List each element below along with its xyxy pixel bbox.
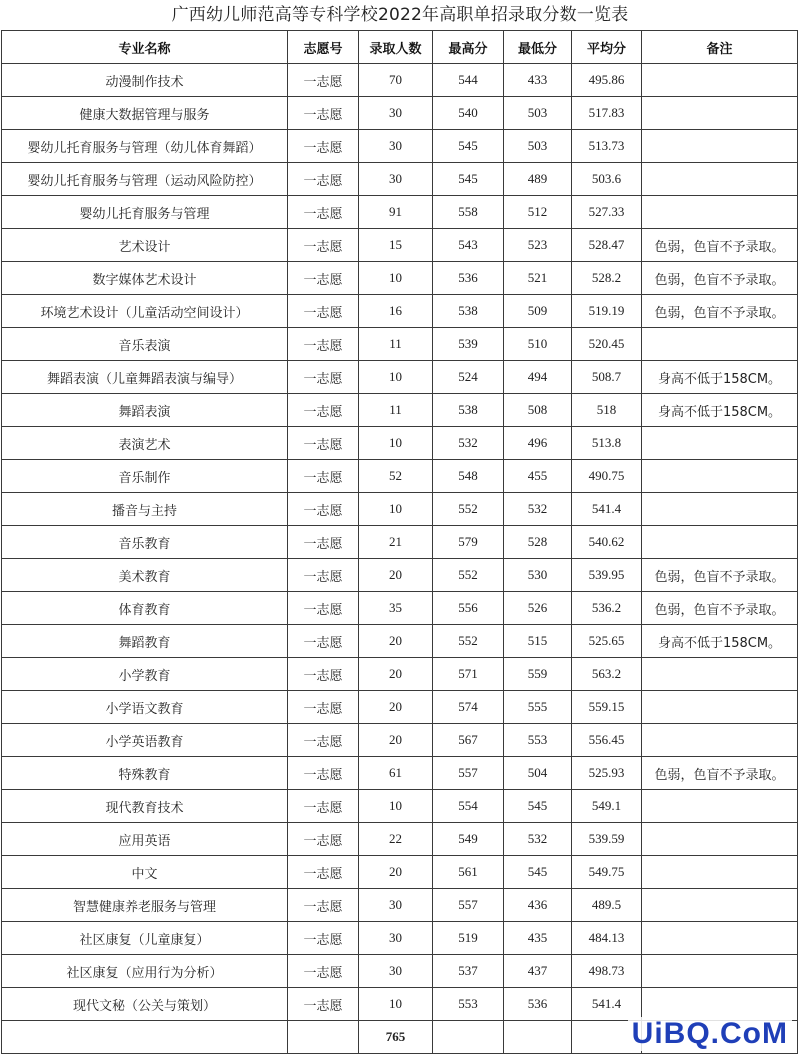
- min-score-cell: 528: [504, 526, 572, 559]
- remark-cell: [642, 493, 798, 526]
- choice-cell: 一志愿: [288, 64, 359, 97]
- choice-cell: 一志愿: [288, 922, 359, 955]
- avg-score-cell: 541.4: [572, 988, 642, 1021]
- major-name-cell: 环境艺术设计（儿童活动空间设计）: [2, 295, 288, 328]
- admit-count-cell: 10: [359, 361, 433, 394]
- max-score-cell: 556: [433, 592, 504, 625]
- choice-cell: 一志愿: [288, 394, 359, 427]
- remark-cell: [642, 328, 798, 361]
- admit-count-cell: 11: [359, 328, 433, 361]
- avg-score-cell: 517.83: [572, 97, 642, 130]
- choice-cell: 一志愿: [288, 691, 359, 724]
- avg-score-cell: 549.75: [572, 856, 642, 889]
- total-max-cell: [433, 1021, 504, 1054]
- table-row: [2, 526, 798, 559]
- score-table: [1, 30, 798, 1054]
- choice-cell: 一志愿: [288, 427, 359, 460]
- major-name-cell: 应用英语: [2, 823, 288, 856]
- admit-count-cell: 20: [359, 856, 433, 889]
- min-score-cell: 523: [504, 229, 572, 262]
- min-score-cell: 433: [504, 64, 572, 97]
- max-score-cell: 561: [433, 856, 504, 889]
- avg-score-cell: 513.73: [572, 130, 642, 163]
- remark-cell: [642, 724, 798, 757]
- choice-cell: 一志愿: [288, 493, 359, 526]
- admit-count-cell: 10: [359, 493, 433, 526]
- admit-count-cell: 20: [359, 724, 433, 757]
- max-score-cell: 537: [433, 955, 504, 988]
- max-score-cell: 545: [433, 163, 504, 196]
- table-row: [2, 988, 798, 1021]
- table-row: [2, 658, 798, 691]
- remark-cell: [642, 163, 798, 196]
- min-score-cell: 509: [504, 295, 572, 328]
- admit-count-cell: 10: [359, 988, 433, 1021]
- major-name-cell: 美术教育: [2, 559, 288, 592]
- choice-cell: 一志愿: [288, 988, 359, 1021]
- max-score-cell: 549: [433, 823, 504, 856]
- admit-count-cell: 30: [359, 922, 433, 955]
- max-score-cell: 558: [433, 196, 504, 229]
- admit-count-cell: 10: [359, 262, 433, 295]
- table-body: [2, 64, 798, 1054]
- major-name-cell: 音乐表演: [2, 328, 288, 361]
- table-row: [2, 889, 798, 922]
- table-row: [2, 493, 798, 526]
- min-score-cell: 515: [504, 625, 572, 658]
- admit-count-cell: 30: [359, 130, 433, 163]
- avg-score-cell: 540.62: [572, 526, 642, 559]
- max-score-cell: 543: [433, 229, 504, 262]
- major-name-cell: 现代文秘（公关与策划）: [2, 988, 288, 1021]
- max-score-cell: 538: [433, 394, 504, 427]
- major-name-cell: 舞蹈表演: [2, 394, 288, 427]
- min-score-cell: 536: [504, 988, 572, 1021]
- choice-cell: 一志愿: [288, 790, 359, 823]
- table-row: [2, 757, 798, 790]
- remark-cell: [642, 856, 798, 889]
- min-score-cell: 503: [504, 97, 572, 130]
- min-score-cell: 489: [504, 163, 572, 196]
- max-score-cell: 532: [433, 427, 504, 460]
- major-name-cell: 智慧健康养老服务与管理: [2, 889, 288, 922]
- remark-cell: 色弱，色盲不予录取。: [642, 295, 798, 328]
- avg-score-cell: 498.73: [572, 955, 642, 988]
- remark-cell: [642, 889, 798, 922]
- table-row: [2, 295, 798, 328]
- admit-count-cell: 91: [359, 196, 433, 229]
- admit-count-cell: 30: [359, 97, 433, 130]
- avg-score-cell: 520.45: [572, 328, 642, 361]
- remark-cell: [642, 526, 798, 559]
- major-name-cell: 小学教育: [2, 658, 288, 691]
- avg-score-cell: 559.15: [572, 691, 642, 724]
- choice-cell: 一志愿: [288, 328, 359, 361]
- choice-cell: 一志愿: [288, 625, 359, 658]
- min-score-cell: 510: [504, 328, 572, 361]
- admit-count-cell: 20: [359, 658, 433, 691]
- table-row: [2, 262, 798, 295]
- choice-cell: 一志愿: [288, 757, 359, 790]
- choice-cell: 一志愿: [288, 856, 359, 889]
- choice-cell: 一志愿: [288, 262, 359, 295]
- choice-cell: 一志愿: [288, 196, 359, 229]
- avg-score-cell: 563.2: [572, 658, 642, 691]
- major-name-cell: 婴幼儿托育服务与管理: [2, 196, 288, 229]
- min-score-cell: 436: [504, 889, 572, 922]
- table-row: [2, 97, 798, 130]
- major-name-cell: 中文: [2, 856, 288, 889]
- header-min: 最低分: [504, 31, 572, 64]
- avg-score-cell: 503.6: [572, 163, 642, 196]
- remark-cell: [642, 64, 798, 97]
- min-score-cell: 555: [504, 691, 572, 724]
- avg-score-cell: 528.2: [572, 262, 642, 295]
- header-avg: 平均分: [572, 31, 642, 64]
- avg-score-cell: 549.1: [572, 790, 642, 823]
- min-score-cell: 530: [504, 559, 572, 592]
- min-score-cell: 494: [504, 361, 572, 394]
- avg-score-cell: 519.19: [572, 295, 642, 328]
- min-score-cell: 532: [504, 493, 572, 526]
- avg-score-cell: 525.65: [572, 625, 642, 658]
- choice-cell: 一志愿: [288, 724, 359, 757]
- table-header: [2, 31, 798, 64]
- max-score-cell: 552: [433, 559, 504, 592]
- admit-count-cell: 16: [359, 295, 433, 328]
- min-score-cell: 553: [504, 724, 572, 757]
- table-row: [2, 64, 798, 97]
- max-score-cell: 519: [433, 922, 504, 955]
- major-name-cell: 婴幼儿托育服务与管理（运动风险防控）: [2, 163, 288, 196]
- avg-score-cell: 518: [572, 394, 642, 427]
- table-row: [2, 790, 798, 823]
- min-score-cell: 559: [504, 658, 572, 691]
- remark-cell: [642, 196, 798, 229]
- choice-cell: 一志愿: [288, 559, 359, 592]
- major-name-cell: 播音与主持: [2, 493, 288, 526]
- max-score-cell: 540: [433, 97, 504, 130]
- remark-cell: [642, 988, 798, 1021]
- remark-cell: 身高不低于158CM。: [642, 361, 798, 394]
- table-row: [2, 955, 798, 988]
- choice-cell: 一志愿: [288, 889, 359, 922]
- header-note: 备注: [642, 31, 798, 64]
- remark-cell: [642, 130, 798, 163]
- major-name-cell: 音乐制作: [2, 460, 288, 493]
- avg-score-cell: 556.45: [572, 724, 642, 757]
- admit-count-cell: 30: [359, 163, 433, 196]
- major-name-cell: 婴幼儿托育服务与管理（幼儿体育舞蹈）: [2, 130, 288, 163]
- admit-count-cell: 15: [359, 229, 433, 262]
- table-row: [2, 592, 798, 625]
- admit-count-cell: 30: [359, 955, 433, 988]
- choice-cell: 一志愿: [288, 526, 359, 559]
- total-min-cell: [504, 1021, 572, 1054]
- admit-count-cell: 21: [359, 526, 433, 559]
- major-name-cell: 数字媒体艺术设计: [2, 262, 288, 295]
- major-name-cell: 现代教育技术: [2, 790, 288, 823]
- major-name-cell: 特殊教育: [2, 757, 288, 790]
- header-row: [2, 31, 798, 64]
- avg-score-cell: 527.33: [572, 196, 642, 229]
- avg-score-cell: 539.59: [572, 823, 642, 856]
- min-score-cell: 504: [504, 757, 572, 790]
- avg-score-cell: 525.93: [572, 757, 642, 790]
- min-score-cell: 545: [504, 790, 572, 823]
- table-row: [2, 196, 798, 229]
- admit-count-cell: 35: [359, 592, 433, 625]
- choice-cell: 一志愿: [288, 295, 359, 328]
- admit-count-cell: 70: [359, 64, 433, 97]
- header-major: 专业名称: [2, 31, 288, 64]
- max-score-cell: 571: [433, 658, 504, 691]
- header-count: 录取人数: [359, 31, 433, 64]
- table-row: [2, 328, 798, 361]
- max-score-cell: 539: [433, 328, 504, 361]
- header-choice: 志愿号: [288, 31, 359, 64]
- choice-cell: 一志愿: [288, 658, 359, 691]
- max-score-cell: 548: [433, 460, 504, 493]
- min-score-cell: 437: [504, 955, 572, 988]
- avg-score-cell: 490.75: [572, 460, 642, 493]
- avg-score-cell: 541.4: [572, 493, 642, 526]
- min-score-cell: 521: [504, 262, 572, 295]
- remark-cell: 身高不低于158CM。: [642, 625, 798, 658]
- table-row: [2, 625, 798, 658]
- admit-count-cell: 52: [359, 460, 433, 493]
- major-name-cell: 社区康复（应用行为分析）: [2, 955, 288, 988]
- choice-cell: 一志愿: [288, 823, 359, 856]
- avg-score-cell: 528.47: [572, 229, 642, 262]
- remark-cell: [642, 922, 798, 955]
- admit-count-cell: 22: [359, 823, 433, 856]
- remark-cell: 身高不低于158CM。: [642, 394, 798, 427]
- table-row: [2, 823, 798, 856]
- min-score-cell: 503: [504, 130, 572, 163]
- table-row: [2, 724, 798, 757]
- table-row: [2, 460, 798, 493]
- max-score-cell: 567: [433, 724, 504, 757]
- admit-count-cell: 30: [359, 889, 433, 922]
- remark-cell: [642, 955, 798, 988]
- max-score-cell: 554: [433, 790, 504, 823]
- min-score-cell: 496: [504, 427, 572, 460]
- min-score-cell: 532: [504, 823, 572, 856]
- page-title: 广西幼儿师范高等专科学校2022年高职单招录取分数一览表: [171, 5, 629, 25]
- choice-cell: 一志愿: [288, 97, 359, 130]
- remark-cell: [642, 658, 798, 691]
- remark-cell: 色弱，色盲不予录取。: [642, 757, 798, 790]
- max-score-cell: 553: [433, 988, 504, 1021]
- max-score-cell: 552: [433, 493, 504, 526]
- major-name-cell: 舞蹈教育: [2, 625, 288, 658]
- major-name-cell: 小学英语教育: [2, 724, 288, 757]
- admit-count-cell: 20: [359, 625, 433, 658]
- header-max: 最高分: [433, 31, 504, 64]
- major-name-cell: 小学语文教育: [2, 691, 288, 724]
- choice-cell: 一志愿: [288, 163, 359, 196]
- max-score-cell: 552: [433, 625, 504, 658]
- remark-cell: [642, 97, 798, 130]
- avg-score-cell: 536.2: [572, 592, 642, 625]
- remark-cell: [642, 460, 798, 493]
- major-name-cell: 社区康复（儿童康复）: [2, 922, 288, 955]
- avg-score-cell: 508.7: [572, 361, 642, 394]
- admit-count-cell: 11: [359, 394, 433, 427]
- max-score-cell: 544: [433, 64, 504, 97]
- max-score-cell: 574: [433, 691, 504, 724]
- admit-count-cell: 20: [359, 691, 433, 724]
- min-score-cell: 455: [504, 460, 572, 493]
- avg-score-cell: 539.95: [572, 559, 642, 592]
- choice-cell: 一志愿: [288, 955, 359, 988]
- avg-score-cell: 495.86: [572, 64, 642, 97]
- table-row: [2, 922, 798, 955]
- min-score-cell: 508: [504, 394, 572, 427]
- major-name-cell: 体育教育: [2, 592, 288, 625]
- remark-cell: 色弱，色盲不予录取。: [642, 592, 798, 625]
- max-score-cell: 557: [433, 757, 504, 790]
- major-name-cell: 音乐教育: [2, 526, 288, 559]
- table-row: [2, 856, 798, 889]
- admit-count-cell: 10: [359, 790, 433, 823]
- choice-cell: 一志愿: [288, 592, 359, 625]
- table-row: [2, 163, 798, 196]
- admit-count-cell: 20: [359, 559, 433, 592]
- major-name-cell: 表演艺术: [2, 427, 288, 460]
- remark-cell: 色弱，色盲不予录取。: [642, 559, 798, 592]
- choice-cell: 一志愿: [288, 229, 359, 262]
- remark-cell: 色弱，色盲不予录取。: [642, 262, 798, 295]
- choice-cell: 一志愿: [288, 460, 359, 493]
- max-score-cell: 536: [433, 262, 504, 295]
- max-score-cell: 557: [433, 889, 504, 922]
- remark-cell: [642, 427, 798, 460]
- total-count: 765: [359, 1021, 433, 1054]
- table-row: [2, 229, 798, 262]
- major-name-cell: 舞蹈表演（儿童舞蹈表演与编导）: [2, 361, 288, 394]
- site-watermark: UiBQ.CoM: [628, 1017, 792, 1051]
- min-score-cell: 526: [504, 592, 572, 625]
- max-score-cell: 524: [433, 361, 504, 394]
- avg-score-cell: 513.8: [572, 427, 642, 460]
- table-row: [2, 361, 798, 394]
- table-row: [2, 559, 798, 592]
- max-score-cell: 579: [433, 526, 504, 559]
- table-row: [2, 130, 798, 163]
- max-score-cell: 545: [433, 130, 504, 163]
- table-row: [2, 394, 798, 427]
- choice-cell: 一志愿: [288, 361, 359, 394]
- remark-cell: [642, 790, 798, 823]
- remark-cell: [642, 823, 798, 856]
- major-name-cell: 健康大数据管理与服务: [2, 97, 288, 130]
- remark-cell: [642, 691, 798, 724]
- admit-count-cell: 61: [359, 757, 433, 790]
- avg-score-cell: 489.5: [572, 889, 642, 922]
- admit-count-cell: 10: [359, 427, 433, 460]
- total-label-cell: [2, 1021, 288, 1054]
- major-name-cell: 动漫制作技术: [2, 64, 288, 97]
- min-score-cell: 512: [504, 196, 572, 229]
- min-score-cell: 545: [504, 856, 572, 889]
- avg-score-cell: 484.13: [572, 922, 642, 955]
- table-row: [2, 691, 798, 724]
- min-score-cell: 435: [504, 922, 572, 955]
- choice-cell: 一志愿: [288, 130, 359, 163]
- table-row: [2, 427, 798, 460]
- major-name-cell: 艺术设计: [2, 229, 288, 262]
- max-score-cell: 538: [433, 295, 504, 328]
- total-choice-cell: [288, 1021, 359, 1054]
- remark-cell: 色弱，色盲不予录取。: [642, 229, 798, 262]
